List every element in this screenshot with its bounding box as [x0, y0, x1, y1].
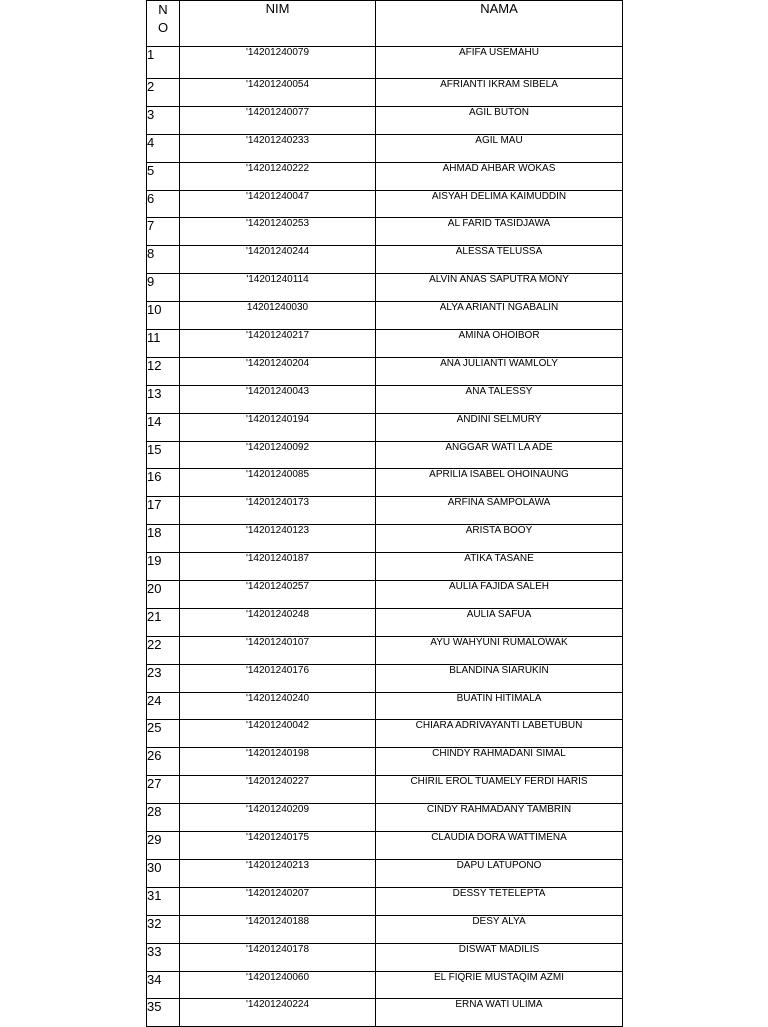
row-number-cell: 28	[147, 804, 180, 832]
nama-cell: AFIFA USEMAHU	[376, 47, 623, 79]
nama-cell: CLAUDIA DORA WATTIMENA	[376, 832, 623, 860]
table-row	[147, 385, 623, 413]
row-number-cell: 5	[147, 162, 180, 190]
column-header-no	[147, 1, 180, 47]
row-number-cell: 16	[147, 469, 180, 497]
row-number-cell: 8	[147, 246, 180, 274]
row-number-cell: 32	[147, 915, 180, 943]
row-number-cell: 12	[147, 357, 180, 385]
nim-cell: '14201240248	[180, 608, 376, 636]
nim-cell: '14201240079	[180, 47, 376, 79]
nim-cell: '14201240085	[180, 469, 376, 497]
table-row	[147, 943, 623, 971]
table-row	[147, 162, 623, 190]
nama-cell: EL FIQRIE MUSTAQIM AZMI	[376, 971, 623, 999]
nama-cell: BUATIN HITIMALA	[376, 692, 623, 720]
nama-cell: ATIKA TASANE	[376, 553, 623, 581]
row-number-cell: 6	[147, 190, 180, 218]
nama-cell: CHIRIL EROL TUAMELY FERDI HARIS	[376, 776, 623, 804]
nama-cell: AISYAH DELIMA KAIMUDDIN	[376, 190, 623, 218]
row-number-cell: 4	[147, 134, 180, 162]
nama-cell: ARFINA SAMPOLAWA	[376, 497, 623, 525]
row-number-cell: 3	[147, 106, 180, 134]
row-number-cell: 10	[147, 302, 180, 330]
row-number-cell: 34	[147, 971, 180, 999]
nim-cell: '14201240173	[180, 497, 376, 525]
table-row	[147, 608, 623, 636]
nim-cell: '14201240244	[180, 246, 376, 274]
nim-cell: '14201240047	[180, 190, 376, 218]
nim-cell: '14201240217	[180, 330, 376, 358]
nim-cell: '14201240194	[180, 413, 376, 441]
nama-cell: AYU WAHYUNI RUMALOWAK	[376, 636, 623, 664]
nama-cell: AGIL BUTON	[376, 106, 623, 134]
table-row	[147, 859, 623, 887]
table-row	[147, 302, 623, 330]
table-row	[147, 79, 623, 107]
nama-cell: ANGGAR WATI LA ADE	[376, 441, 623, 469]
table-row	[147, 134, 623, 162]
nim-cell: '14201240253	[180, 218, 376, 246]
row-number-cell: 15	[147, 441, 180, 469]
nim-cell: '14201240042	[180, 720, 376, 748]
row-number-cell: 9	[147, 274, 180, 302]
nim-cell: '14201240054	[180, 79, 376, 107]
table-row	[147, 246, 623, 274]
nim-cell: '14201240077	[180, 106, 376, 134]
nim-cell: 14201240030	[180, 302, 376, 330]
nama-cell: APRILIA ISABEL OHOINAUNG	[376, 469, 623, 497]
table-row	[147, 47, 623, 79]
table-row	[147, 748, 623, 776]
table-row	[147, 330, 623, 358]
nim-cell: '14201240198	[180, 748, 376, 776]
nama-cell: DISWAT MADILIS	[376, 943, 623, 971]
table-row	[147, 357, 623, 385]
table-row	[147, 915, 623, 943]
nama-cell: AHMAD AHBAR WOKAS	[376, 162, 623, 190]
row-number-cell: 7	[147, 218, 180, 246]
nim-cell: '14201240107	[180, 636, 376, 664]
row-number-cell: 22	[147, 636, 180, 664]
table-row	[147, 106, 623, 134]
column-header-nim: NIM	[180, 1, 376, 47]
nim-cell: '14201240209	[180, 804, 376, 832]
table-row	[147, 776, 623, 804]
nim-cell: '14201240043	[180, 385, 376, 413]
row-number-cell: 1	[147, 47, 180, 79]
nama-cell: ERNA WATI ULIMA	[376, 999, 623, 1027]
column-header-no-line1: N	[158, 2, 168, 17]
table-header-row	[147, 1, 623, 47]
nim-cell: '14201240233	[180, 134, 376, 162]
nama-cell: ANDINI SELMURY	[376, 413, 623, 441]
table-row	[147, 413, 623, 441]
nim-cell: '14201240204	[180, 357, 376, 385]
table-row	[147, 692, 623, 720]
table-row	[147, 497, 623, 525]
nama-cell: CINDY RAHMADANY TAMBRIN	[376, 804, 623, 832]
row-number-cell: 29	[147, 832, 180, 860]
nim-cell: '14201240187	[180, 553, 376, 581]
row-number-cell: 24	[147, 692, 180, 720]
table-row	[147, 720, 623, 748]
nama-cell: ALYA ARIANTI NGABALIN	[376, 302, 623, 330]
nama-cell: ANA TALESSY	[376, 385, 623, 413]
table-row	[147, 971, 623, 999]
nama-cell: AMINA OHOIBOR	[376, 330, 623, 358]
nim-cell: '14201240257	[180, 581, 376, 609]
row-number-cell: 11	[147, 330, 180, 358]
row-number-cell: 27	[147, 776, 180, 804]
table-row	[147, 636, 623, 664]
nim-cell: '14201240213	[180, 859, 376, 887]
nama-cell: ALVIN ANAS SAPUTRA MONY	[376, 274, 623, 302]
table-row	[147, 274, 623, 302]
table-row	[147, 804, 623, 832]
nama-cell: AULIA FAJIDA SALEH	[376, 581, 623, 609]
nama-cell: AL FARID TASIDJAWA	[376, 218, 623, 246]
row-number-cell: 19	[147, 553, 180, 581]
nama-cell: CHINDY RAHMADANI SIMAL	[376, 748, 623, 776]
row-number-cell: 30	[147, 859, 180, 887]
nim-cell: '14201240114	[180, 274, 376, 302]
nim-cell: '14201240188	[180, 915, 376, 943]
nim-cell: '14201240222	[180, 162, 376, 190]
nama-cell: BLANDINA SIARUKIN	[376, 664, 623, 692]
row-number-cell: 13	[147, 385, 180, 413]
nama-cell: AULIA SAFUA	[376, 608, 623, 636]
nama-cell: ARISTA BOOY	[376, 525, 623, 553]
student-table	[146, 0, 623, 1027]
nim-cell: '14201240240	[180, 692, 376, 720]
table-row	[147, 218, 623, 246]
row-number-cell: 23	[147, 664, 180, 692]
nim-cell: '14201240092	[180, 441, 376, 469]
row-number-cell: 17	[147, 497, 180, 525]
nim-cell: '14201240227	[180, 776, 376, 804]
nim-cell: '14201240224	[180, 999, 376, 1027]
nama-cell: ANA JULIANTI WAMLOLY	[376, 357, 623, 385]
nama-cell: CHIARA ADRIVAYANTI LABETUBUN	[376, 720, 623, 748]
table-row	[147, 190, 623, 218]
row-number-cell: 25	[147, 720, 180, 748]
row-number-cell: 33	[147, 943, 180, 971]
nim-cell: '14201240207	[180, 887, 376, 915]
nama-cell: ALESSA TELUSSA	[376, 246, 623, 274]
row-number-cell: 26	[147, 748, 180, 776]
table-row	[147, 999, 623, 1027]
nama-cell: AGIL MAU	[376, 134, 623, 162]
column-header-no-line2: O	[157, 20, 169, 35]
nim-cell: '14201240178	[180, 943, 376, 971]
table-row	[147, 832, 623, 860]
nama-cell: DESY ALYA	[376, 915, 623, 943]
table-row	[147, 887, 623, 915]
row-number-cell: 18	[147, 525, 180, 553]
row-number-cell: 31	[147, 887, 180, 915]
table-row	[147, 441, 623, 469]
nim-cell: '14201240176	[180, 664, 376, 692]
row-number-cell: 2	[147, 79, 180, 107]
nama-cell: AFRIANTI IKRAM SIBELA	[376, 79, 623, 107]
table-row	[147, 664, 623, 692]
table-row	[147, 553, 623, 581]
column-header-nama: NAMA	[376, 1, 623, 47]
nim-cell: '14201240175	[180, 832, 376, 860]
table-body	[147, 47, 623, 1027]
nim-cell: '14201240123	[180, 525, 376, 553]
table-row	[147, 525, 623, 553]
table-row	[147, 581, 623, 609]
nama-cell: DAPU LATUPONO	[376, 859, 623, 887]
nim-cell: '14201240060	[180, 971, 376, 999]
row-number-cell: 14	[147, 413, 180, 441]
row-number-cell: 35	[147, 999, 180, 1027]
table-row	[147, 469, 623, 497]
row-number-cell: 21	[147, 608, 180, 636]
row-number-cell: 20	[147, 581, 180, 609]
nama-cell: DESSY TETELEPTA	[376, 887, 623, 915]
